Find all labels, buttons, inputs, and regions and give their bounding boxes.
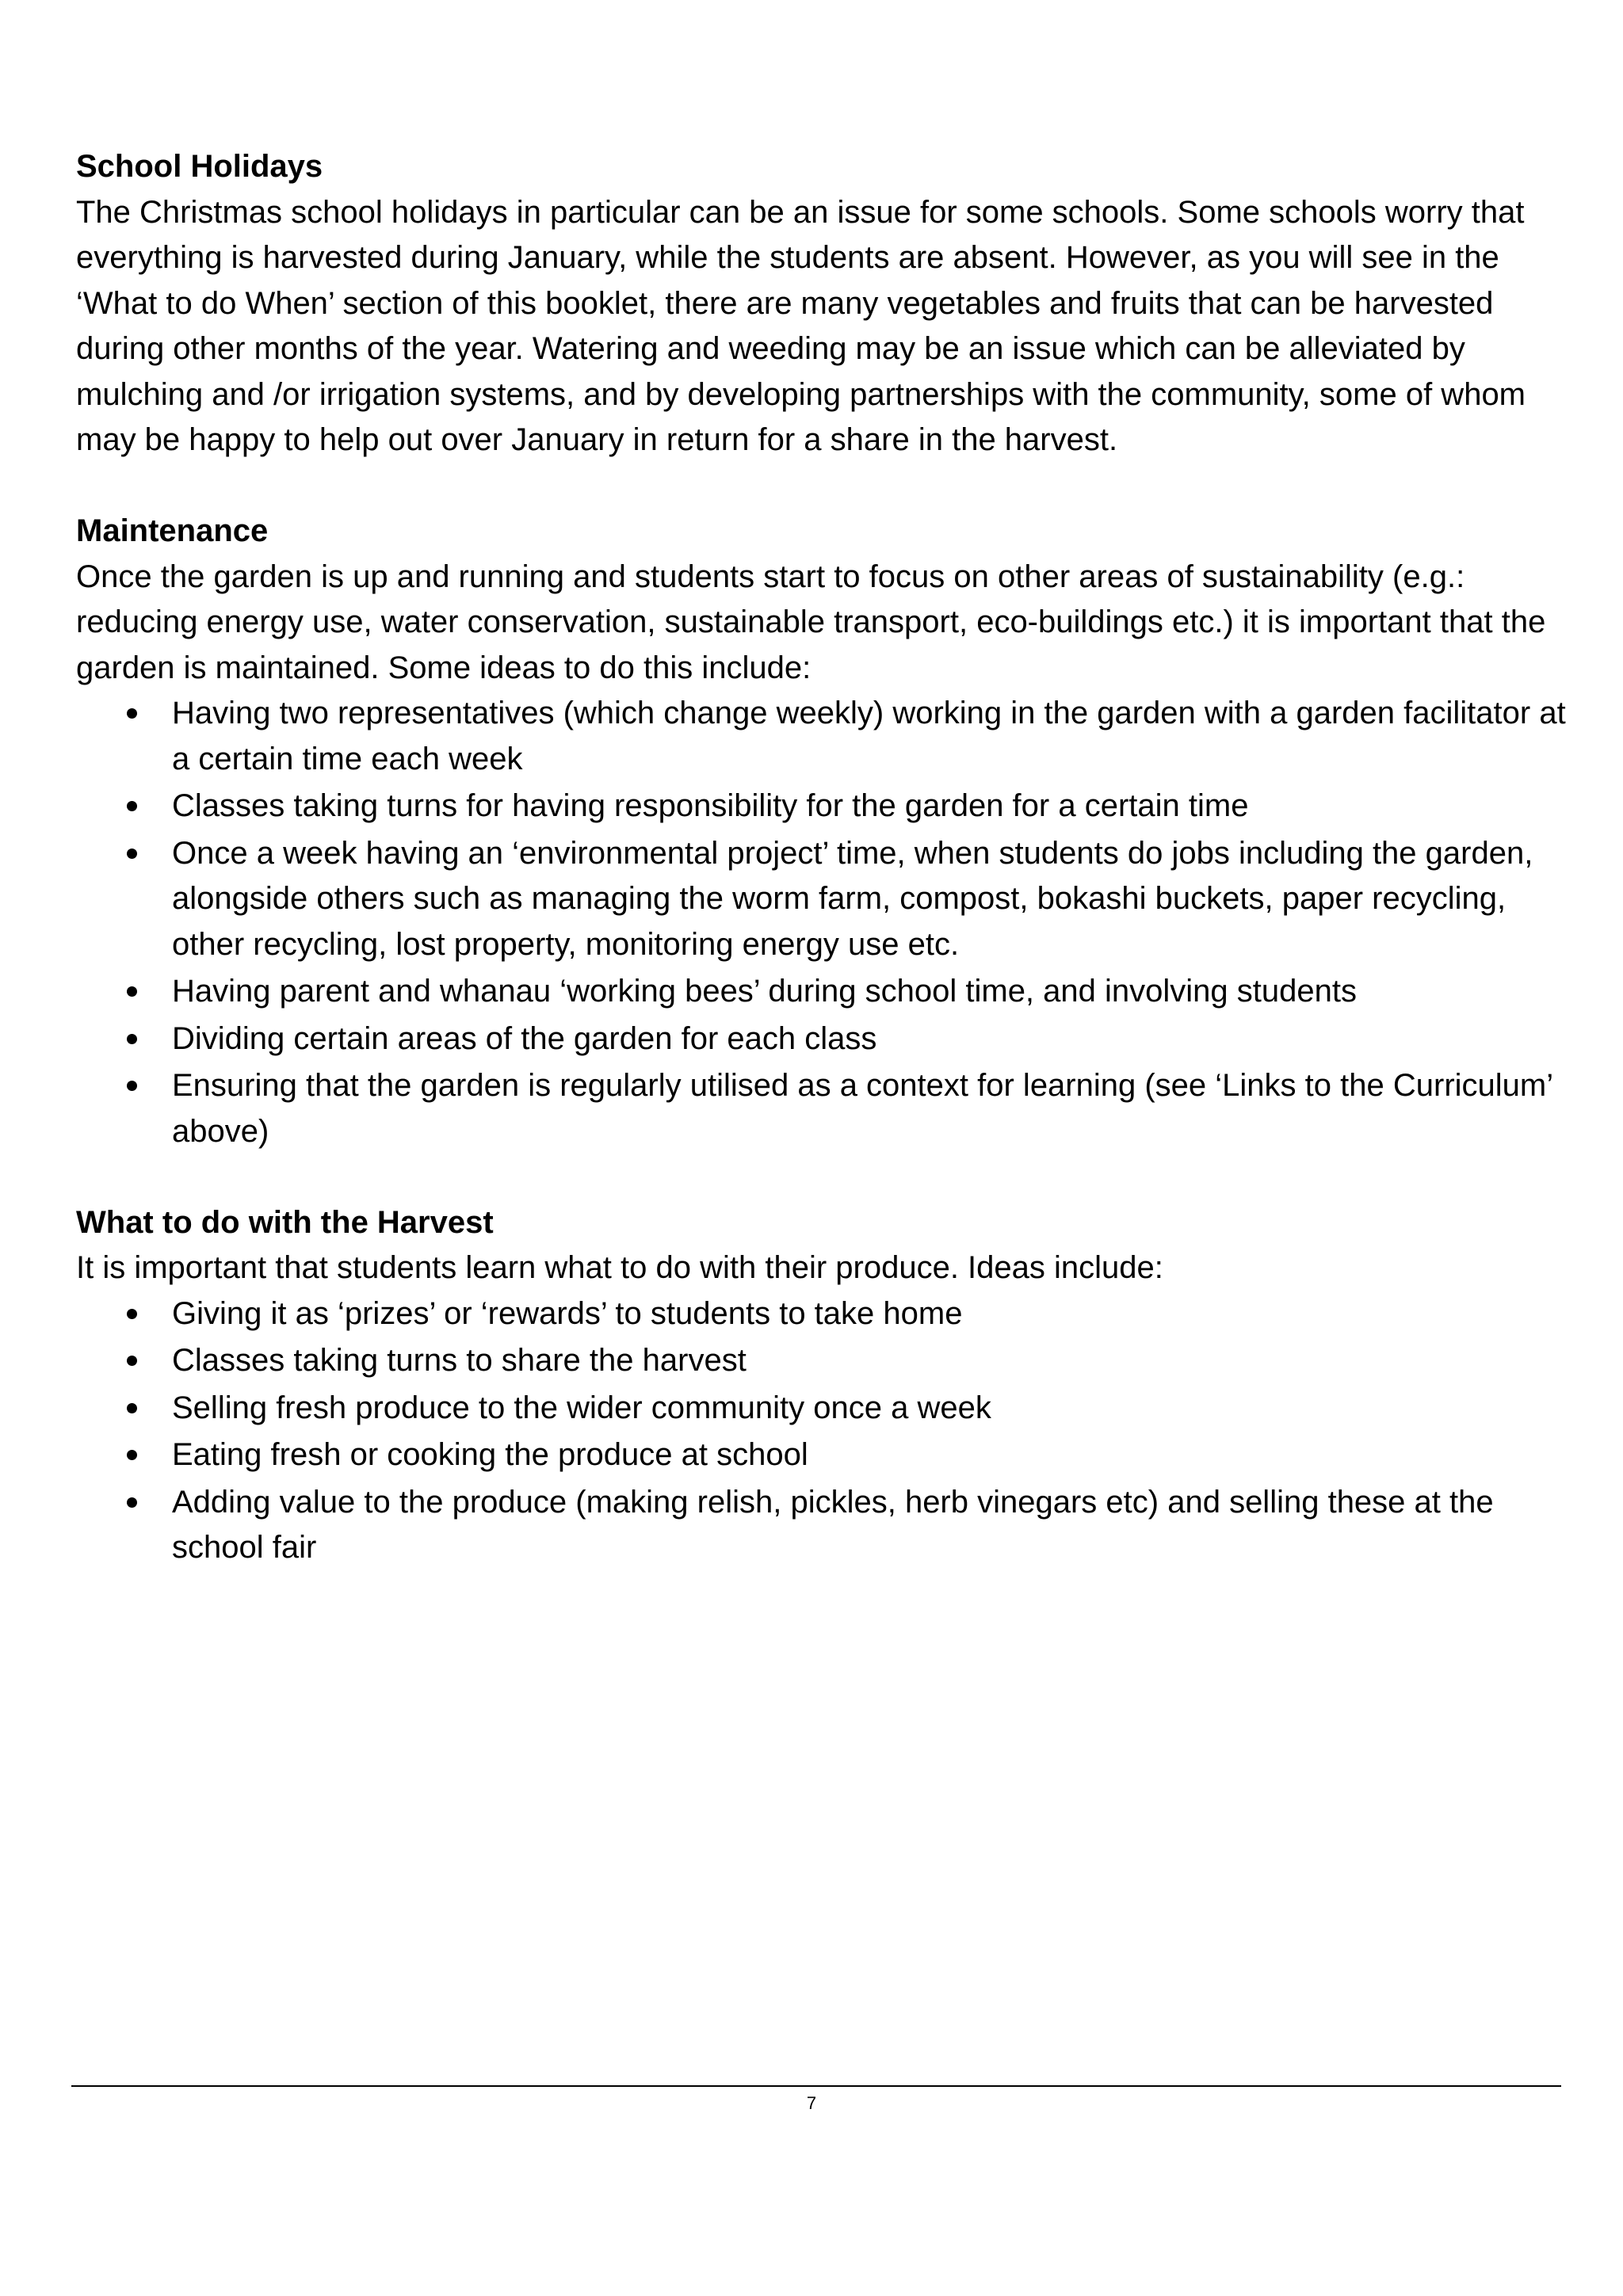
bullet-icon — [127, 1497, 137, 1508]
section-harvest — [76, 1200, 1566, 1571]
list-item — [76, 969, 1566, 1015]
page-number: 7 — [806, 2093, 817, 2113]
document-body — [76, 144, 1566, 1616]
bullet-icon — [127, 1403, 137, 1413]
list-item-text: Selling fresh produce to the wider community once a week — [172, 1390, 991, 1425]
section-school-holidays — [76, 144, 1566, 463]
bullet-icon — [127, 1356, 137, 1366]
list-item — [76, 831, 1566, 968]
section-paragraph: Once the garden is up and running and students start to focus on other areas of sustainability (e.g.: reducing energy use, water conservation, sustainable transport, eco-buildings etc.) it is important that the garden is maintained. Some ideas to do this include: — [76, 559, 1546, 685]
list-item — [76, 1016, 1566, 1062]
bullet-list — [76, 691, 1566, 1154]
list-item-text: Classes taking turns for having responsibility for the garden for a certain time — [172, 788, 1249, 823]
bullet-icon — [127, 1450, 137, 1460]
bullet-icon — [127, 801, 137, 811]
bullet-icon — [127, 986, 137, 997]
section-paragraph: The Christmas school holidays in particular can be an issue for some schools. Some schools worry that everything is harvested during January, while the students are absent. However, as you will see in the ‘What to do When’ section of this booklet, there are many vegetables and fruits that can be harvested during other months of the year. Watering and weeding may be an issue which can be alleviated by mulching and /or irrigation systems, and by developing partnerships with the community, some of whom may be happy to help out over January in return for a share in the harvest. — [76, 194, 1526, 457]
list-item — [76, 1386, 1566, 1432]
list-item — [76, 691, 1566, 782]
list-item — [76, 1432, 1566, 1478]
bullet-icon — [127, 1081, 137, 1091]
bullet-icon — [127, 1309, 137, 1319]
list-item-text: Ensuring that the garden is regularly utilised as a context for learning (see ‘Links to the Curriculum’ above) — [172, 1068, 1552, 1149]
list-item-text: Having parent and whanau ‘working bees’ during school time, and involving students — [172, 974, 1357, 1009]
list-item — [76, 1291, 1566, 1337]
list-item — [76, 784, 1566, 830]
list-item-text: Eating fresh or cooking the produce at school — [172, 1437, 808, 1472]
list-item-text: Having two representatives (which change weekly) working in the garden with a garden facilitator at a certain time each week — [172, 696, 1566, 776]
list-item-text: Once a week having an ‘environmental project’ time, when students do jobs including the garden, alongside others such as managing the worm farm, compost, bokashi buckets, paper recycling, other recycling, lost property, monitoring energy use etc. — [172, 835, 1533, 962]
list-item-text: Adding value to the produce (making relish, pickles, herb vinegars etc) and selling these at the school fair — [172, 1484, 1494, 1565]
list-item-text: Classes taking turns to share the harvest — [172, 1343, 747, 1378]
section-heading: What to do with the Harvest — [76, 1204, 494, 1240]
section-maintenance — [76, 509, 1566, 1154]
section-heading: School Holidays — [76, 149, 323, 184]
bullet-icon — [127, 708, 137, 719]
section-paragraph: It is important that students learn what to do with their produce. Ideas include: — [76, 1250, 1163, 1285]
list-item — [76, 1338, 1566, 1384]
list-item — [76, 1480, 1566, 1571]
footer-divider — [71, 2085, 1561, 2087]
bullet-list — [76, 1291, 1566, 1571]
bullet-icon — [127, 1034, 137, 1044]
section-heading: Maintenance — [76, 513, 269, 548]
bullet-icon — [127, 849, 137, 859]
list-item — [76, 1063, 1566, 1154]
list-item-text: Dividing certain areas of the garden for each class — [172, 1020, 877, 1056]
list-item-text: Giving it as ‘prizes’ or ‘rewards’ to students to take home — [172, 1295, 963, 1331]
